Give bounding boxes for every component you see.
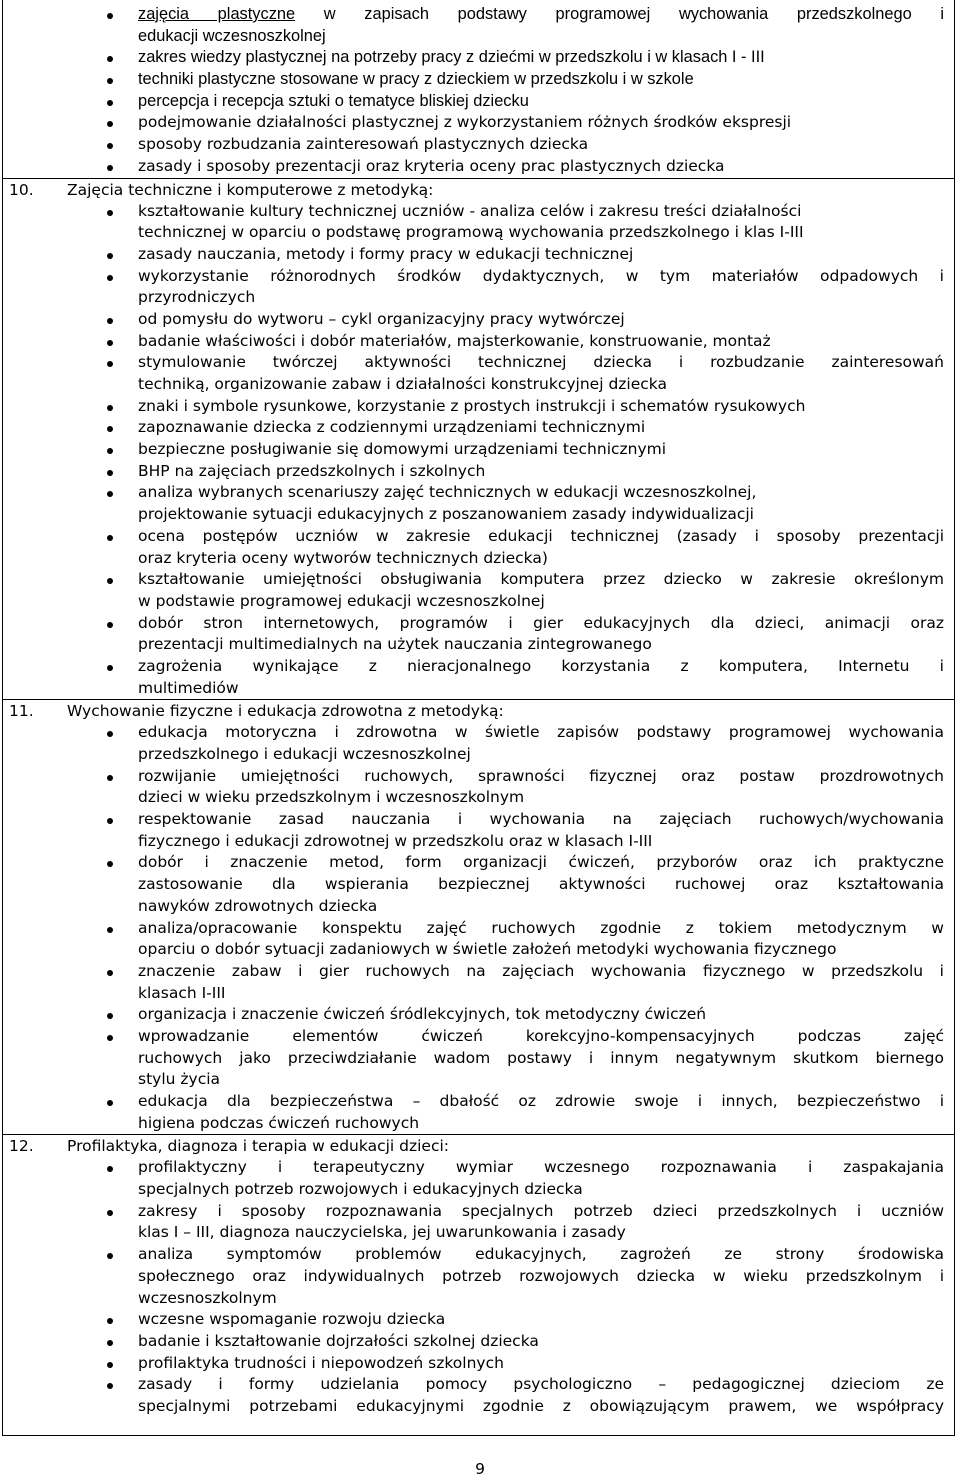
item-text-line: stymulowanie twórczej aktywności technicznej dziecka i rozbudzanie zainteresowań	[138, 353, 944, 372]
item-text-line: badanie i kształtowanie dojrzałości szkolnej dziecka	[138, 1331, 539, 1350]
list-item	[3, 396, 954, 418]
list-item	[3, 331, 954, 353]
item-text-line: społecznego oraz indywidualnych potrzeb rozwojowych dziecka w wieku przedszkolnym i	[138, 1266, 944, 1285]
bullet-icon	[107, 405, 113, 411]
list-item	[3, 852, 954, 917]
item-text-line: ocena postępów uczniów w zakresie edukacji technicznej (zasady i sposoby prezentacji	[138, 526, 944, 545]
item-text-line: znaczenie zabaw i gier ruchowych na zajęciach wychowania fizycznego w przedszkolu i	[138, 961, 944, 980]
list-item	[3, 69, 954, 91]
list-item	[3, 1374, 954, 1417]
item-text-line: kształtowanie umiejętności obsługiwania komputera przez dziecko w zakresie określonym	[138, 570, 944, 589]
list-item	[3, 439, 954, 461]
item-list	[3, 722, 954, 1134]
item-text-line: oraz kryteria oceny wytworów technicznych dziecka)	[138, 548, 548, 567]
section-title: Zajęcia techniczne i komputerowe z metodyką:	[67, 180, 434, 199]
item-text-line: znaki i symbole rysunkowe, korzystanie z prostych instrukcji i schematów rysukowych	[138, 396, 806, 415]
bullet-icon	[107, 927, 113, 933]
item-text-line: wczesnoszkolnym	[138, 1288, 277, 1307]
item-text-line: analiza symptomów problemów edukacyjnych, zagrożeń ze strony środowiska	[138, 1245, 944, 1264]
item-list	[3, 1157, 954, 1417]
list-item	[3, 417, 954, 439]
list-item	[3, 201, 954, 244]
section-12-prevention	[3, 1134, 954, 1417]
bullet-icon	[107, 1100, 113, 1106]
list-item	[3, 352, 954, 395]
item-text-line: badanie właściwości i dobór materiałów, majsterkowanie, konstruowanie, montaż	[138, 331, 771, 350]
bullet-icon	[107, 165, 113, 171]
item-text-line: zakresy i sposoby rozpoznawania specjalnych potrzeb dzieci przedszkolnych i uczniów	[138, 1201, 944, 1220]
document-table	[2, 0, 955, 1436]
item-text-line: analiza wybranych scenariuszy zajęć technicznych w edukacji wczesnoszkolnej,	[138, 483, 757, 502]
section-number: 12.	[9, 1137, 34, 1156]
item-text-line: specjalnymi potrzebami edukacyjnymi zgodnie z obowiązującym prawem, we współpracy	[138, 1396, 944, 1415]
item-text-line: BHP na zajęciach przedszkolnych i szkolnych	[138, 461, 486, 480]
item-text-line: percepcja i recepcja sztuki o tematyce bliskiej dziecku	[138, 91, 529, 110]
item-text-line: nawyków zdrowotnych dziecka	[138, 896, 378, 915]
bullet-icon	[107, 448, 113, 454]
bullet-icon	[107, 100, 113, 106]
item-text-line: edukacja motoryczna i zdrowotna w świetle zapisów podstawy programowej wychowania	[138, 723, 944, 742]
bullet-icon	[107, 535, 113, 541]
list-item	[3, 309, 954, 331]
item-text-line: techniką, organizowanie zabaw i działalności konstrukcyjnej dziecka	[138, 375, 667, 393]
bullet-icon	[107, 253, 113, 259]
list-item	[3, 613, 954, 656]
list-item	[3, 809, 954, 852]
item-text-line: zajęcia plastyczne w zapisach podstawy programowej wychowania przedszkolnego i	[138, 5, 944, 23]
bullet-icon	[107, 426, 113, 432]
item-text-line: zagrożenia wynikające z nieracjonalnego korzystania z komputera, Internetu i	[138, 656, 944, 675]
bullet-icon	[107, 1166, 113, 1172]
section-title: Profilaktyka, diagnoza i terapia w edukacji dzieci:	[67, 1137, 450, 1156]
list-item	[3, 244, 954, 266]
item-text-line: ruchowych jako przeciwdziałanie wadom postawy i innym negatywnym skutkom biernego	[138, 1048, 944, 1067]
item-text-line: higiena podczas ćwiczeń ruchowych	[138, 1113, 420, 1132]
bullet-icon	[107, 78, 113, 84]
bullet-icon	[107, 210, 113, 216]
list-item	[3, 4, 954, 47]
list-item	[3, 482, 954, 525]
item-text-line: techniki plastyczne stosowane w pracy z dzieckiem w przedszkolu i w szkole	[138, 70, 694, 89]
item-text-line: przedszkolnego i edukacji wczesnoszkolnej	[138, 745, 471, 763]
item-text-line: bezpieczne posługiwanie się domowymi urządzeniami technicznymi	[138, 440, 667, 459]
bullet-icon	[107, 1318, 113, 1324]
item-text-line: kształtowanie kultury technicznej uczniów - analiza celów i zakresu treści działalności	[138, 201, 802, 220]
item-text-line: technicznej w oparciu o podstawę programową wychowania przedszkolnego i klas I-III	[138, 223, 804, 242]
section-heading	[3, 179, 954, 201]
item-text-line: zastosowanie dla wspierania bezpiecznej aktywności ruchowej oraz kształtowania	[138, 875, 944, 894]
item-text-line: multimediów	[138, 678, 239, 697]
list-item	[3, 1331, 954, 1353]
list-item	[3, 1201, 954, 1244]
list-item	[3, 1091, 954, 1134]
item-text-line: zasady nauczania, metody i formy pracy w edukacji technicznej	[138, 244, 634, 263]
bullet-icon	[107, 361, 113, 367]
list-item	[3, 91, 954, 113]
bullet-icon	[107, 818, 113, 824]
bullet-icon	[107, 861, 113, 867]
item-list	[3, 0, 954, 178]
section-11-physical-education	[3, 699, 954, 1134]
item-text-line: rozwijanie umiejętności ruchowych, sprawności fizycznej oraz postaw prozdrowotnych	[138, 766, 944, 785]
list-item	[3, 134, 954, 156]
list-item	[3, 569, 954, 612]
item-text-line: profilaktyka trudności i niepowodzeń szkolnych	[138, 1353, 504, 1372]
item-text-line: przyrodniczych	[138, 288, 256, 307]
item-text-line: wykorzystanie różnorodnych środków dydaktycznych, w tym materiałów odpadowych i	[138, 266, 944, 285]
item-text-line: profilaktyczny i terapeutyczny wymiar wczesnego rozpoznawania i zaspakajania	[138, 1158, 944, 1177]
list-item	[3, 918, 954, 961]
list-item	[3, 47, 954, 69]
item-text-line: stylu życia	[138, 1070, 221, 1089]
bullet-icon	[107, 775, 113, 781]
bullet-icon	[107, 1253, 113, 1259]
list-item	[3, 722, 954, 765]
bullet-icon	[107, 1035, 113, 1041]
list-item	[3, 961, 954, 1004]
item-text-line: specjalnych potrzeb rozwojowych i edukacyjnych dziecka	[138, 1180, 583, 1199]
list-item	[3, 1157, 954, 1200]
bullet-icon	[107, 731, 113, 737]
item-text-line: projektowanie sytuacji edukacyjnych z poszanowaniem zasady indywidualizacji	[138, 505, 754, 524]
list-item	[3, 1004, 954, 1026]
section-number: 11.	[9, 702, 34, 721]
item-text-line: oparciu o dobór sytuacji zadaniowych w świetle założeń metodyki wychowania fizycznego	[138, 940, 837, 959]
item-text-line: dobór stron internetowych, programów i gier edukacyjnych dla dzieci, animacji oraz	[138, 613, 944, 632]
item-text-line: zasady i sposoby prezentacji oraz kryteria oceny prac plastycznych dziecka	[138, 156, 725, 175]
page-number: 9	[475, 1460, 485, 1478]
item-text-line: zakres wiedzy plastycznej na potrzeby pracy z dziećmi w przedszkolu i w klasach I - III	[138, 48, 765, 67]
section-heading	[3, 700, 954, 722]
bullet-icon	[107, 275, 113, 281]
item-text-line: edukacja dla bezpieczeństwa – dbałość oz zdrowie swoje i innych, bezpieczeństwo i	[138, 1092, 944, 1110]
list-item	[3, 1353, 954, 1375]
bullet-icon	[107, 1013, 113, 1019]
bullet-icon	[107, 1362, 113, 1368]
bullet-icon	[107, 318, 113, 324]
item-text-line: podejmowanie działalności plastycznej z wykorzystaniem różnych środków ekspresji	[138, 113, 792, 132]
bullet-icon	[107, 622, 113, 628]
list-item	[3, 266, 954, 309]
bullet-icon	[107, 121, 113, 127]
list-item	[3, 156, 954, 178]
item-text-line: fizycznego i edukacji zdrowotnej w przedszkolu oraz w klasach I-III	[138, 831, 653, 850]
bullet-icon	[107, 143, 113, 149]
section-10-technical	[3, 178, 954, 700]
bullet-icon	[107, 665, 113, 671]
section-title: Wychowanie fizyczne i edukacja zdrowotna z metodyką:	[67, 702, 504, 721]
item-text-line: dzieci w wieku przedszkolnym i wczesnoszkolnym	[138, 788, 525, 807]
item-text-line: organizacja i znaczenie ćwiczeń śródlekcyjnych, tok metodyczny ćwiczeń	[138, 1005, 707, 1024]
section-number: 10.	[9, 180, 34, 199]
bullet-icon	[107, 578, 113, 584]
item-text-line: zasady i formy udzielania pomocy psychologiczno – pedagogicznej dzieciom ze	[138, 1375, 944, 1394]
bullet-icon	[107, 340, 113, 346]
item-text-line: od pomysłu do wytworu – cykl organizacyjny pracy wytwórczej	[138, 309, 625, 328]
list-item	[3, 526, 954, 569]
item-text-line: edukacji wczesnoszkolnej	[138, 26, 326, 45]
item-text-line: klas I – III, diagnoza nauczycielska, jej uwarunkowania i zasady	[138, 1223, 626, 1242]
bullet-icon	[107, 56, 113, 62]
item-text-line: sposoby rozbudzania zainteresowań plastycznych dziecka	[138, 135, 589, 154]
item-text-line: respektowanie zasad nauczania i wychowania na zajęciach ruchowych/wychowania	[138, 810, 944, 829]
list-item	[3, 112, 954, 134]
list-item	[3, 1309, 954, 1331]
bullet-icon	[107, 970, 113, 976]
section-plastic-arts	[3, 0, 954, 178]
item-list	[3, 201, 954, 700]
bullet-icon	[107, 491, 113, 497]
list-item	[3, 1026, 954, 1091]
item-text-line: wczesne wspomaganie rozwoju dziecka	[138, 1310, 446, 1329]
bullet-icon	[107, 470, 113, 476]
bullet-icon	[107, 1210, 113, 1216]
bullet-icon	[107, 1340, 113, 1346]
bullet-icon	[107, 1383, 113, 1389]
item-text-line: klasach I-III	[138, 983, 226, 1002]
item-text-line: zapoznawanie dziecka z codziennymi urządzeniami technicznymi	[138, 418, 646, 437]
item-text-line: dobór i znaczenie metod, form organizacji ćwiczeń, przyborów oraz ich praktyczne	[138, 853, 944, 872]
list-item	[3, 461, 954, 483]
item-text-line: prezentacji multimedialnych na użytek nauczania zintegrowanego	[138, 635, 652, 654]
list-item	[3, 766, 954, 809]
item-text-line: analiza/opracowanie konspektu zajęć ruchowych zgodnie z tokiem metodycznym w	[138, 918, 944, 937]
item-text-line: wprowadzanie elementów ćwiczeń korekcyjno-kompensacyjnych podczas zajęć	[138, 1026, 944, 1045]
item-text-line: w podstawie programowej edukacji wczesnoszkolnej	[138, 591, 545, 610]
bullet-icon	[107, 13, 113, 19]
section-heading	[3, 1135, 954, 1157]
list-item	[3, 656, 954, 699]
list-item	[3, 1244, 954, 1309]
